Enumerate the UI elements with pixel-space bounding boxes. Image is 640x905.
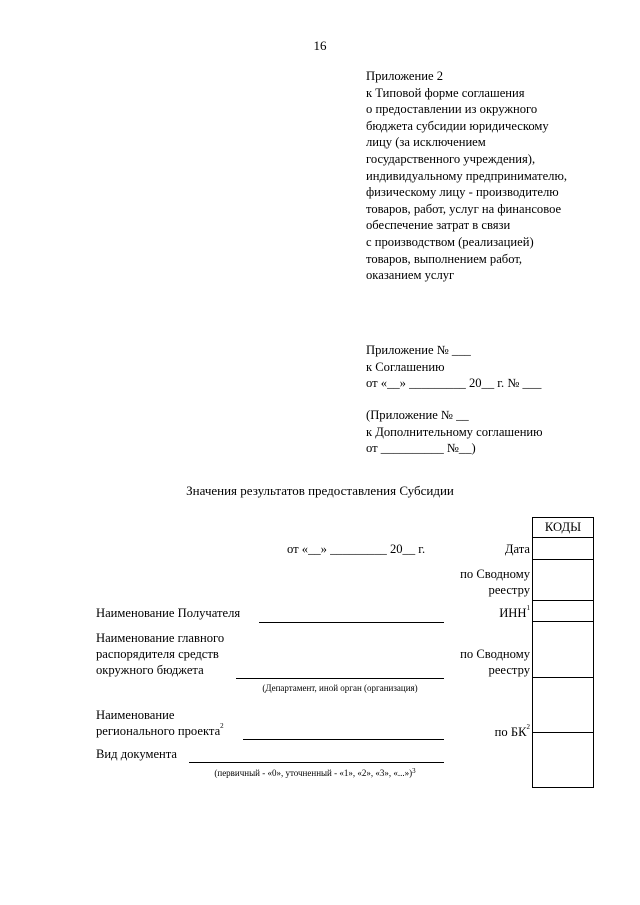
agreement-line: Приложение № ___ <box>366 343 471 357</box>
additional-line: от __________ №__) <box>366 441 476 456</box>
appendix-line: оказанием услуг <box>366 268 455 283</box>
appendix-line: о предоставлении из окружного <box>366 102 538 117</box>
code-cell-doctype[interactable] <box>533 733 594 788</box>
additional-agreement-reference <box>366 407 543 457</box>
page-number: 16 <box>313 38 327 53</box>
appendix-line: лицу (за исключением <box>366 135 486 150</box>
appendix-line: Приложение 2 <box>366 69 444 83</box>
appendix-line: товаров, работ, услуг на финансовое <box>366 201 562 216</box>
appendix-line: бюджета субсидии юридическому <box>366 118 549 133</box>
doctype-footnote: 3 <box>412 767 416 775</box>
form-date-line: от «__» _________ 20__ г. <box>287 542 426 556</box>
recipient-field[interactable] <box>259 622 444 623</box>
appendix-line: физическому лицу - производителю <box>366 185 559 200</box>
registry-label-2a: по Сводному <box>460 647 530 661</box>
manager-field[interactable] <box>236 678 444 679</box>
doctype-label: Вид документа <box>96 747 178 761</box>
appendix-header <box>366 68 616 284</box>
doctype-hint <box>160 768 470 778</box>
code-cell-registry-1[interactable] <box>533 560 594 601</box>
recipient-label: Наименование Получателя <box>96 606 241 620</box>
additional-line: (Приложение № __ <box>366 408 469 422</box>
code-cell-registry-2[interactable] <box>533 622 594 678</box>
date-label: Дата <box>504 542 530 556</box>
project-field[interactable] <box>243 739 444 740</box>
doctype-hint-text: (первичный - «0», уточненный - «1», «2», «3», «...») <box>214 768 413 778</box>
agreement-reference <box>366 342 541 392</box>
bk-footnote: 2 <box>526 723 530 731</box>
project-label-1: Наименование <box>96 708 175 722</box>
code-cell-bk[interactable] <box>533 678 594 733</box>
codes-table <box>532 517 594 788</box>
registry-label-1b: реестру <box>488 583 530 597</box>
manager-label-2: распорядителя средств <box>96 647 219 661</box>
inn-label <box>440 605 530 621</box>
registry-label-2b: реестру <box>488 663 530 677</box>
appendix-line: к Типовой форме соглашения <box>366 85 525 100</box>
agreement-line: к Соглашению <box>366 359 445 374</box>
bk-label <box>440 724 530 740</box>
appendix-line: обеспечение затрат в связи <box>366 218 511 233</box>
project-label-2 <box>96 723 224 739</box>
code-cell-inn[interactable] <box>533 601 594 622</box>
doctype-field[interactable] <box>189 762 444 763</box>
project-footnote: 2 <box>220 722 224 730</box>
code-cell-date[interactable] <box>533 538 594 560</box>
appendix-line: товаров, выполнением работ, <box>366 251 523 266</box>
form-title: Значения результатов предоставления Субсидии <box>186 483 454 498</box>
manager-label-1: Наименование главного <box>96 631 225 645</box>
inn-text: ИНН <box>499 606 527 620</box>
appendix-line: индивидуальному предпринимателю, <box>366 168 567 183</box>
codes-header: КОДЫ <box>533 518 594 538</box>
bk-text: по БК <box>494 725 527 739</box>
project-text: регионального проекта <box>96 724 221 738</box>
agreement-line: от «__» _________ 20__ г. № ___ <box>366 376 542 391</box>
registry-label-1a: по Сводному <box>460 567 530 581</box>
additional-line: к Дополнительному соглашению <box>366 424 543 439</box>
appendix-line: с производством (реализацией) <box>366 234 534 249</box>
appendix-line: государственного учреждения), <box>366 151 536 166</box>
manager-label-3: окружного бюджета <box>96 663 204 677</box>
inn-footnote: 1 <box>526 604 530 612</box>
manager-hint: (Департамент, иной орган (организация) <box>262 683 418 693</box>
